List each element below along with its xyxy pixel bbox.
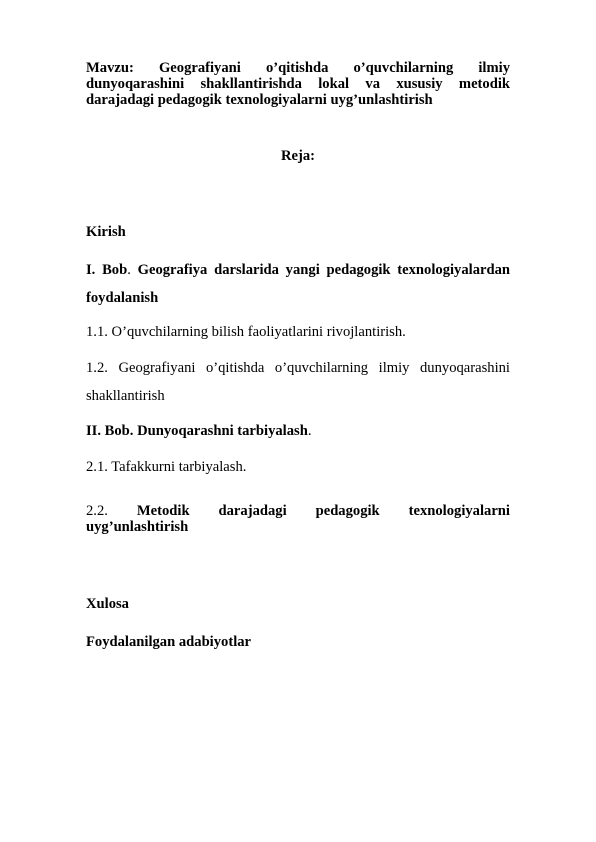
section-1-1: 1.1. O’quvchilarning bilish faoliyatlarini rivojlantirish. [86,324,406,340]
chapter-1-dot: . [127,262,131,278]
plan-conclusion: Xulosa [86,596,129,612]
section-2-1: 2.1. Tafakkurni tarbiyalash. [86,459,247,475]
section-2-2-number: 2.2. [86,503,108,519]
chapter-2-title: II. Bob. Dunyoqarashni tarbiyalash [86,423,308,439]
chapter-2-dot: . [307,423,312,439]
chapter-1-heading [86,262,510,278]
chapter-2-heading [86,423,510,439]
topic-line-2: dunyoqarashini shakllantirishda lokal va xususiy metodik [86,76,510,92]
section-2-2-line-1 [86,503,510,519]
section-1-2-line-2: shakllantirish [86,388,165,404]
plan-references: Foydalanilgan adabiyotlar [86,634,252,650]
section-2-2-title: Metodik darajadagi pedagogik texnologiyalarni [136,503,510,519]
chapter-1-title-line-2: foydalanish [86,290,159,306]
topic-line-1: Mavzu: Geografiyani o’qitishda o’quvchilarning ilmiy [86,60,510,76]
chapter-1-title: Geografiya darslarida yangi pedagogik texnologiyalardan [137,262,510,278]
section-2-2-line-2: uyg’unlashtirish [86,519,189,535]
plan-title: Reja: [280,148,316,164]
section-1-2-line-1: 1.2. Geografiyani o’qitishda o’quvchilarning ilmiy dunyoqarashini [86,360,510,376]
plan-intro: Kirish [86,224,126,240]
chapter-1-prefix: I. Bob [86,262,128,278]
topic-line-3: darajadagi pedagogik texnologiyalarni uyg’unlashtirish [86,92,433,108]
